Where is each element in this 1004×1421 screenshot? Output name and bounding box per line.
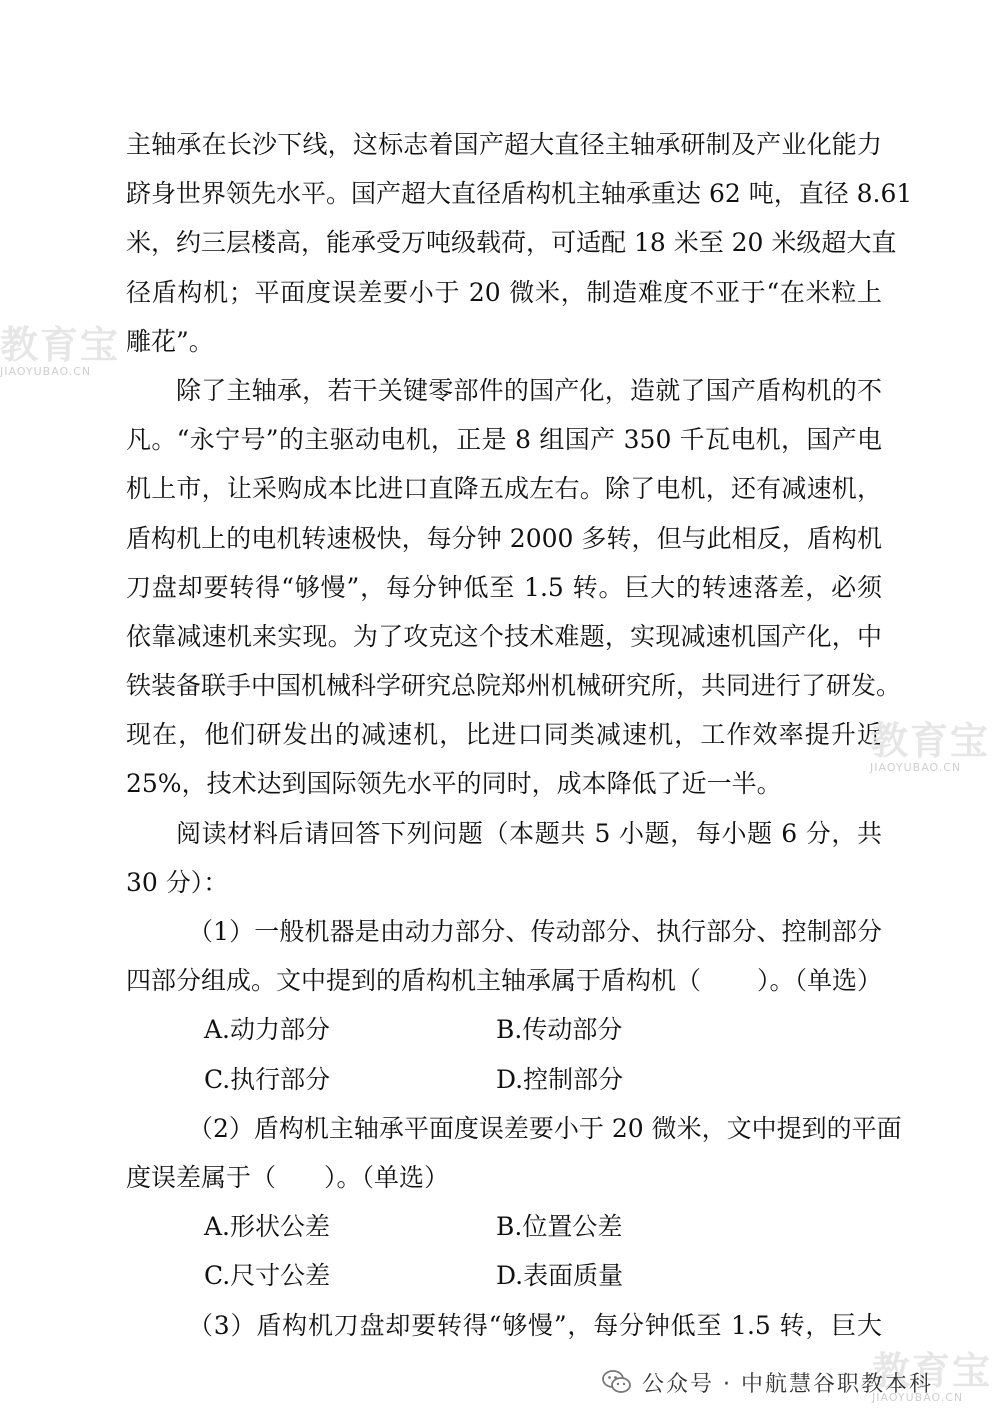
text-line: 跻身世界领先水平。国产超大直径盾构机主轴承重达 62 吨，直径 8.61 bbox=[126, 179, 913, 209]
question-2-stem: （2）盾构机主轴承平面度误差要小于 20 微米，文中提到的平面 bbox=[188, 1113, 902, 1143]
wechat-icon bbox=[602, 1369, 632, 1395]
text-line: 凡。“永宁号”的主驱动电机，正是 8 组国产 350 千瓦电机，国产电 bbox=[126, 425, 882, 455]
option-d: D.表面质量 bbox=[496, 1261, 624, 1291]
article-body bbox=[126, 120, 913, 1350]
text-line: 依靠减速机来实现。为了攻克这个技术难题，实现减速机国产化，中 bbox=[126, 621, 882, 651]
text-line: 盾构机上的电机转速极快，每分钟 2000 多转，但与此相反，盾构机 bbox=[126, 523, 882, 553]
question-1-stem-cont: 四部分组成。文中提到的盾构机主轴承属于盾构机（ ）。（单选） bbox=[126, 966, 883, 996]
footer-text: 公众号 · 中航慧谷职教本科 bbox=[642, 1371, 933, 1397]
option-b: B.传动部分 bbox=[496, 1015, 623, 1045]
option-c: C.尺寸公差 bbox=[204, 1261, 331, 1291]
text-line: 30 分）： bbox=[126, 867, 229, 897]
watermark: 教育宝 JIAOYUBAO.CN bbox=[0, 323, 121, 378]
text-line: 主轴承在长沙下线，这标志着国产超大直径主轴承研制及产业化能力 bbox=[126, 130, 882, 159]
question-1-options bbox=[126, 1055, 882, 1104]
question-1-options bbox=[126, 1005, 882, 1054]
question-3-stem: （3）盾构机刀盘却要转得“够慢”，每分钟低至 1.5 转，巨大 bbox=[188, 1310, 882, 1340]
text-line: 米，约三层楼高，能承受万吨级载荷，可适配 18 米至 20 米级超大直 bbox=[126, 228, 897, 258]
option-a: A.动力部分 bbox=[204, 1015, 331, 1045]
question-1-stem: （1）一般机器是由动力部分、传动部分、执行部分、控制部分 bbox=[188, 917, 882, 946]
question-2-stem-cont: 度误差属于（ ）。（单选） bbox=[126, 1162, 450, 1192]
text-line: 雕花”。 bbox=[126, 326, 214, 356]
watermark: 教育宝 JIAOYUBAO.CN bbox=[872, 1349, 993, 1404]
option-d: D.控制部分 bbox=[496, 1064, 624, 1094]
question-2-options bbox=[126, 1202, 882, 1251]
option-c: C.执行部分 bbox=[204, 1064, 331, 1094]
text-line: 刀盘却要转得“够慢”，每分钟低至 1.5 转。巨大的转速落差，必须 bbox=[126, 572, 882, 602]
text-line: 除了主轴承，若干关键零部件的国产化，造就了国产盾构机的不 bbox=[176, 375, 882, 405]
text-line: 现在，他们研发出的减速机，比进口同类减速机，工作效率提升近 bbox=[126, 720, 882, 750]
text-line: 径盾构机；平面度误差要小于 20 微米，制造难度不亚于“在米粒上 bbox=[126, 277, 882, 307]
text-line: 阅读材料后请回答下列问题（本题共 5 小题，每小题 6 分，共 bbox=[176, 818, 882, 848]
text-line: 机上市，让采购成本比进口直降五成左右。除了电机，还有减速机， bbox=[126, 474, 882, 504]
text-line: 铁装备联手中国机械科学研究总院郑州机械研究所，共同进行了研发。 bbox=[126, 671, 902, 701]
option-b: B.位置公差 bbox=[496, 1212, 623, 1242]
text-line: 25%，技术达到国际领先水平的同时，成本降低了近一半。 bbox=[126, 769, 782, 799]
option-a: A.形状公差 bbox=[204, 1212, 331, 1242]
watermark: 教育宝 JIAOYUBAO.CN bbox=[870, 719, 991, 774]
question-2-options bbox=[126, 1251, 882, 1300]
wechat-footer bbox=[602, 1362, 933, 1402]
